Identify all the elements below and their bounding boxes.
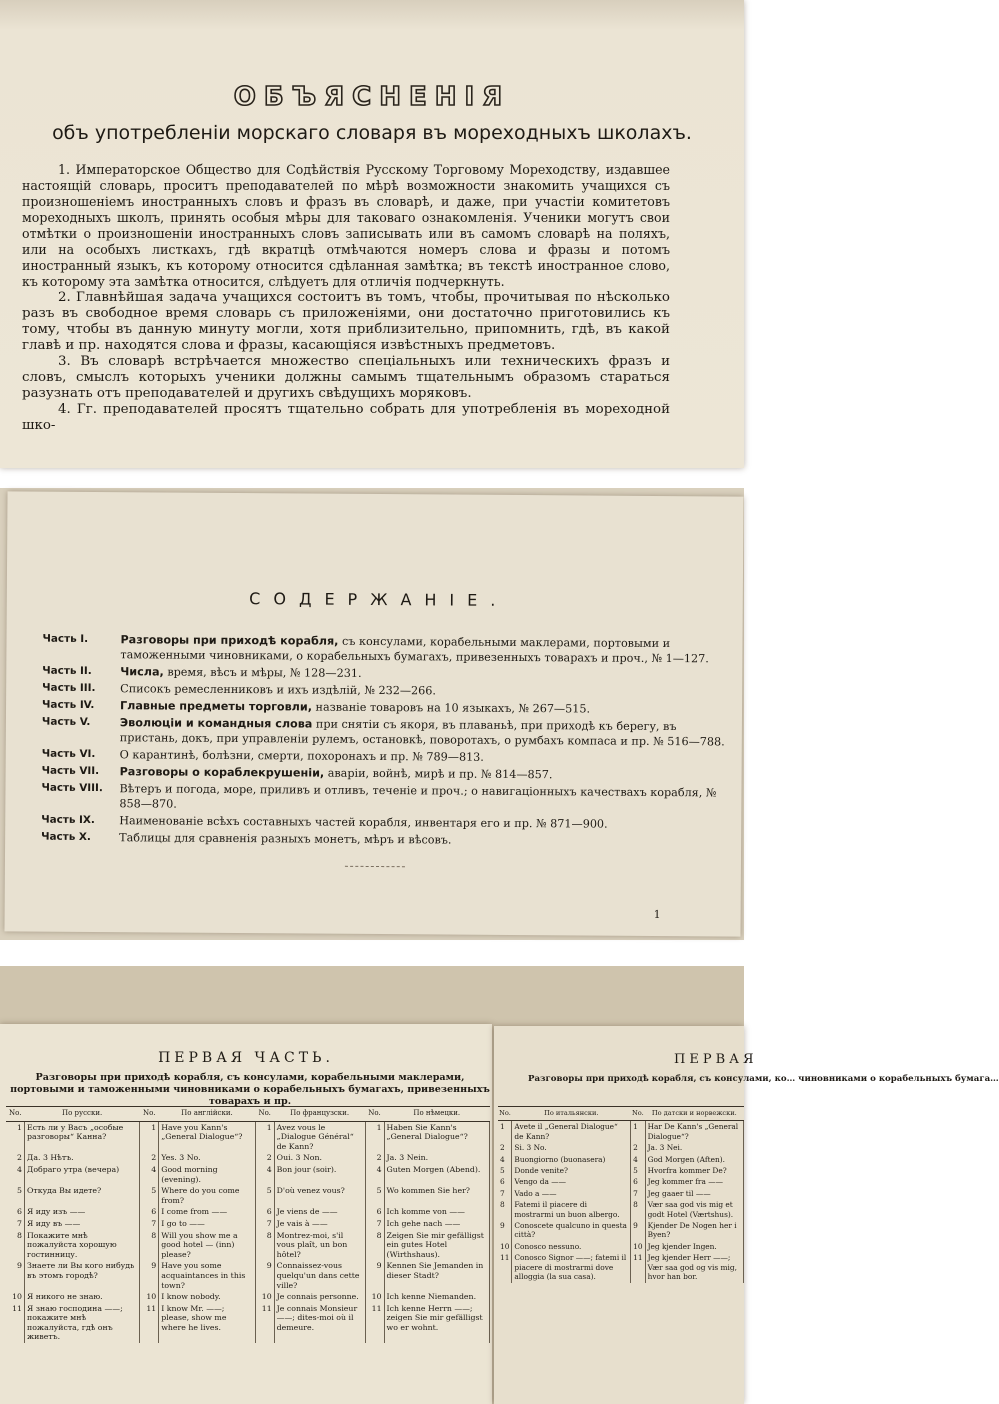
phrase-text: Vær saa god vis mig et godt Hotel (Værtshus). xyxy=(645,1199,743,1220)
phrase-number: 4 xyxy=(255,1164,274,1185)
phrase-number: 5 xyxy=(498,1165,512,1176)
phrase-number: 4 xyxy=(140,1164,159,1185)
toc-entry-text xyxy=(120,681,732,700)
phrase-text: Ich gehe nach —— xyxy=(384,1218,489,1230)
phrase-text: Wo kommen Sie her? xyxy=(384,1185,489,1206)
phrase-text: Vado a —— xyxy=(512,1188,631,1199)
column-header: No. xyxy=(255,1107,274,1122)
column-header: No. xyxy=(498,1107,512,1121)
toc-part-label: Часть V. xyxy=(41,715,91,729)
phrase-text: Покажите мнѣ пожалуйста хорошую гостинницу. xyxy=(25,1230,140,1261)
phrase-number: 7 xyxy=(140,1218,159,1230)
phrase-text: Fatemi il piacere di mostrarmi un buon albergo. xyxy=(512,1199,631,1220)
toc-entry xyxy=(42,715,732,750)
part-title: ПЕРВАЯ ЧАСТЬ. xyxy=(158,1050,334,1066)
phrase-number: 1 xyxy=(631,1121,645,1142)
table-row xyxy=(6,1121,490,1152)
phrase-number: 6 xyxy=(365,1206,384,1218)
toc-entry xyxy=(42,632,732,667)
toc-entry-rest: аваріи, войнѣ, мирѣ и пр. № 814—857. xyxy=(324,766,553,782)
phrase-number: 10 xyxy=(365,1291,384,1303)
table-row xyxy=(6,1260,490,1291)
phrase-text: Я иду изъ —— xyxy=(25,1206,140,1218)
toc-entry-text xyxy=(120,632,732,666)
phrase-text: Ich komme von —— xyxy=(384,1206,489,1218)
table-row xyxy=(498,1142,744,1153)
phrase-text: I come from —— xyxy=(159,1206,255,1218)
toc-part-label: Часть VII. xyxy=(41,764,100,778)
phrase-text: Vengo da —— xyxy=(512,1176,631,1187)
phrase-number: 10 xyxy=(6,1291,25,1303)
phrase-number: 2 xyxy=(255,1152,274,1164)
phrase-text: Ich kenne Niemanden. xyxy=(384,1291,489,1303)
table-row xyxy=(6,1185,490,1206)
table-row xyxy=(498,1165,744,1176)
toc-entry-bold: Разговоры о кораблекрушеніи, xyxy=(119,765,325,780)
column-header: По нѣмецки. xyxy=(384,1107,489,1122)
page-number: 1 xyxy=(653,907,661,922)
phrase-number: 1 xyxy=(140,1121,159,1152)
phrase-number: 4 xyxy=(6,1164,25,1185)
phrase-text: Haben Sie Kann's „General Dialogue“? xyxy=(384,1121,489,1152)
phrase-number: 9 xyxy=(631,1220,645,1241)
table-row xyxy=(498,1241,744,1252)
phrase-number: 2 xyxy=(631,1142,645,1153)
phrase-text: God Morgen (Aften). xyxy=(645,1154,743,1165)
phrase-number: 10 xyxy=(631,1241,645,1252)
phrase-number: 4 xyxy=(365,1164,384,1185)
toc-entry-text xyxy=(120,698,732,717)
paragraph-list xyxy=(22,162,670,434)
phrase-text: Yes. 3 No. xyxy=(159,1152,255,1164)
phrase-number: 6 xyxy=(255,1206,274,1218)
phrase-text: Where do you come from? xyxy=(159,1185,255,1206)
phrase-text: Je connais Monsieur ——; dites-moi où il demeure. xyxy=(274,1303,365,1343)
phrase-number: 1 xyxy=(6,1121,25,1152)
phrase-number: 9 xyxy=(140,1260,159,1291)
phrase-number: 2 xyxy=(365,1152,384,1164)
toc-entry-rest: при снятіи съ якоря, въ плаваньѣ, при приходѣ къ берегу, въ пристань, докъ, при управленіи рулемъ, остановкѣ, поворотахъ, о румбахъ компаса и пр. № 516—788. xyxy=(119,717,725,749)
toc-part-label: Часть IV. xyxy=(42,698,95,712)
phrase-number: 8 xyxy=(498,1199,512,1220)
phrase-text: Я никого не знаю. xyxy=(25,1291,140,1303)
phrase-number: 10 xyxy=(255,1291,274,1303)
phrase-text: Ja. 3 Nein. xyxy=(384,1152,489,1164)
phrase-number: 7 xyxy=(498,1188,512,1199)
phrase-number: 6 xyxy=(631,1176,645,1187)
paragraph-2: 2. Главнѣйшая задача учащихся состоитъ въ томъ, чтобы, прочитывая по нѣсколько разъ въ свободное время словарь съ приложеніями, они достаточно приготовились къ тому, чтобы въ данную минуту могли, хотя приблизительно, припомнить, гдѣ, въ какой главѣ и пр. находятся слова и фразы, касающіяся извѣстныхъ предметовъ. xyxy=(22,290,670,353)
phrase-number: 1 xyxy=(255,1121,274,1152)
explanations-page xyxy=(0,0,744,468)
contents-title: СОДЕРЖАНІЕ. xyxy=(249,589,509,610)
phrase-number: 8 xyxy=(365,1230,384,1261)
phrase-text: Montrez-moi, s'il vous plaît, un bon hôtel? xyxy=(274,1230,365,1261)
phrase-text: I know Mr. ——; please, show me where he lives. xyxy=(159,1303,255,1343)
part-subtitle: Разговоры при приходѣ корабля, съ консулами, ко… чиновниками о корабельныхъ бумага… xyxy=(528,1074,999,1084)
phrase-number: 11 xyxy=(631,1252,645,1282)
part-title: ПЕРВАЯ xyxy=(674,1052,758,1067)
table-row xyxy=(498,1176,744,1187)
phrase-number: 7 xyxy=(255,1218,274,1230)
phrase-text: Avete il „General Dialogue“ de Kann? xyxy=(512,1121,631,1142)
toc-entry xyxy=(41,830,731,850)
toc-entry-text xyxy=(120,715,732,749)
phrase-text: Hvorfra kommer De? xyxy=(645,1165,743,1176)
phrase-text: I know nobody. xyxy=(159,1291,255,1303)
phrase-number: 11 xyxy=(255,1303,274,1343)
table-row xyxy=(498,1121,744,1142)
phrase-number: 5 xyxy=(6,1185,25,1206)
phrase-number: 5 xyxy=(365,1185,384,1206)
toc-entry-text xyxy=(119,781,731,815)
phrase-number: 10 xyxy=(140,1291,159,1303)
phrase-number: 5 xyxy=(631,1165,645,1176)
phrase-table xyxy=(6,1106,490,1343)
column-header: No. xyxy=(140,1107,159,1122)
phrase-text: Connaissez-vous quelqu'un dans cette ville? xyxy=(274,1260,365,1291)
phrase-text: Kennen Sie Jemanden in dieser Stadt? xyxy=(384,1260,489,1291)
phrase-text: Kjender De Nogen her i Byen? xyxy=(645,1220,743,1241)
table-row xyxy=(498,1154,744,1165)
phrase-number: 6 xyxy=(140,1206,159,1218)
phrase-number: 9 xyxy=(255,1260,274,1291)
phrase-number: 4 xyxy=(631,1154,645,1165)
phrase-text: Jeg kjender Ingen. xyxy=(645,1241,743,1252)
phrase-text: Jeg kommer fra —— xyxy=(645,1176,743,1187)
table-row xyxy=(498,1252,744,1282)
column-header: No. xyxy=(631,1107,645,1121)
toc-part-label: Часть X. xyxy=(41,830,91,844)
phrase-number: 1 xyxy=(365,1121,384,1152)
left-page xyxy=(0,1024,492,1404)
phrase-text: Я иду въ —— xyxy=(25,1218,140,1230)
toc-entry-rest: Вѣтеръ и погода, море, приливъ и отливъ, теченіе и проч.; о навигаціонныхъ качествахъ корабля, № 858—870. xyxy=(119,782,717,811)
toc-part-label: Часть II. xyxy=(42,664,92,678)
toc-entry xyxy=(41,781,731,816)
column-header: По французски. xyxy=(274,1107,365,1122)
phrase-text: Conosco nessuno. xyxy=(512,1241,631,1252)
phrase-number: 9 xyxy=(498,1220,512,1241)
table-row xyxy=(6,1206,490,1218)
phrase-number: 2 xyxy=(6,1152,25,1164)
phrase-text: D'où venez vous? xyxy=(274,1185,365,1206)
photo-explanations-page xyxy=(0,0,744,468)
phrase-number: 9 xyxy=(6,1260,25,1291)
photo-first-part-spread xyxy=(0,966,999,1404)
contents-list xyxy=(41,632,732,852)
phrase-text: Jeg kjender Herr ——; Vær saa god og vis mig, hvor han bor. xyxy=(645,1252,743,1282)
phrase-number: 7 xyxy=(631,1188,645,1199)
column-header: По русски. xyxy=(25,1107,140,1122)
phrase-number: 1 xyxy=(498,1121,512,1142)
table-header-row xyxy=(498,1107,744,1121)
toc-part-label: Часть IX. xyxy=(41,813,95,827)
phrase-text: Добраго утра (вечера) xyxy=(25,1164,140,1185)
column-header: No. xyxy=(365,1107,384,1122)
contents-page xyxy=(4,491,743,936)
phrase-number: 8 xyxy=(140,1230,159,1261)
toc-entry-rest: Списокъ ремесленниковъ и ихъ издѣлій, № 232—266. xyxy=(120,682,437,698)
phrase-number: 11 xyxy=(365,1303,384,1343)
photo-contents-page xyxy=(0,488,744,940)
phrase-number: 5 xyxy=(140,1185,159,1206)
phrase-text: I go to —— xyxy=(159,1218,255,1230)
toc-entry-rest: съ консулами, корабельными маклерами, портовыми и таможенными чиновниками, о корабельныхъ бумагахъ, привезенныхъ товарахъ и проч., № 1—127. xyxy=(120,634,709,666)
toc-entry-rest: Наименованіе всѣхъ составныхъ частей корабля, инвентаря его и пр. № 871—900. xyxy=(119,814,608,831)
table-row xyxy=(6,1303,490,1343)
phrase-text: Conosco Signor ——; fatemi il piacere di mostrarmi dove alloggia (la sua casa). xyxy=(512,1252,631,1282)
phrase-text: Знаете ли Вы кого нибудь въ этомъ городѣ? xyxy=(25,1260,140,1291)
phrase-text: Oui. 3 Non. xyxy=(274,1152,365,1164)
phrase-number: 11 xyxy=(498,1252,512,1282)
toc-entry-bold: Эволюціи и командныя слова xyxy=(119,716,313,731)
toc-entry-rest: Таблицы для сравненія разныхъ монетъ, мѣръ и вѣсовъ. xyxy=(119,831,452,847)
toc-entry-text xyxy=(119,830,731,849)
phrase-number: 4 xyxy=(498,1154,512,1165)
phrase-text: Jeg gaaer til —— xyxy=(645,1188,743,1199)
phrase-text: Have you Kann's „General Dialogue“? xyxy=(159,1121,255,1152)
toc-entry-text xyxy=(120,747,732,766)
toc-entry-bold: Главные предметы торговли, xyxy=(120,699,313,714)
phrase-text: Je vais à —— xyxy=(274,1218,365,1230)
part-subtitle: Разговоры при приходѣ корабля, съ консулами, корабельными маклерами, портовыми и таможенными чиновниками о корабельныхъ бумагахъ, привезенныхъ товарахъ и пр. xyxy=(10,1072,490,1107)
table-row xyxy=(498,1199,744,1220)
phrase-table xyxy=(498,1106,744,1283)
phrase-number: 5 xyxy=(255,1185,274,1206)
phrase-number: 11 xyxy=(6,1303,25,1343)
phrase-text: Donde venite? xyxy=(512,1165,631,1176)
column-header: No. xyxy=(6,1107,25,1122)
table-row xyxy=(6,1230,490,1261)
phrase-text: Zeigen Sie mir gefälligst ein gutes Hotel (Wirthshaus). xyxy=(384,1230,489,1261)
phrase-text: Conoscete qualcuno in questa città? xyxy=(512,1220,631,1241)
phrase-text: Откуда Вы идете? xyxy=(25,1185,140,1206)
phrase-text: Have you some acquaintances in this town? xyxy=(159,1260,255,1291)
phrase-text: Guten Morgen (Abend). xyxy=(384,1164,489,1185)
phrase-number: 8 xyxy=(6,1230,25,1261)
page-subtitle: объ употребленіи морскаго словаря въ мореходныхъ школахъ. xyxy=(52,122,692,144)
table-row xyxy=(498,1188,744,1199)
phrase-text: Si. 3 No. xyxy=(512,1142,631,1153)
phrase-text: Je viens de —— xyxy=(274,1206,365,1218)
phrase-number: 2 xyxy=(140,1152,159,1164)
phrase-text: Je connais personne. xyxy=(274,1291,365,1303)
phrase-number: 6 xyxy=(6,1206,25,1218)
paragraph-3: 3. Въ словарѣ встрѣчается множество спеціальныхъ или техническихъ фразъ и словъ, смыслъ которыхъ ученики должны самымъ тщательнымъ образомъ стараться разузнать отъ преподавателей и другихъ свѣдущихъ моряковъ. xyxy=(22,354,670,401)
table-header-row xyxy=(6,1107,490,1122)
paragraph-4: 4. Гг. преподавателей просятъ тщательно собрать для употребленія въ мореходной шко- xyxy=(22,402,670,433)
phrase-text: Ich kenne Herrn ——; zeigen Sie mir gefälligst wo er wohnt. xyxy=(384,1303,489,1343)
phrase-number: 8 xyxy=(255,1230,274,1261)
phrase-text: Buongiorno (buonasera) xyxy=(512,1154,631,1165)
phrase-text: Я знаю господина ——; покажите мнѣ пожалуйста, гдѣ онъ живетъ. xyxy=(25,1303,140,1343)
toc-entry-text xyxy=(120,664,732,683)
toc-part-label: Часть III. xyxy=(42,681,96,695)
toc-entry-text xyxy=(120,764,732,783)
column-header: По англійски. xyxy=(159,1107,255,1122)
phrase-number: 9 xyxy=(365,1260,384,1291)
table-row xyxy=(498,1220,744,1241)
phrase-number: 6 xyxy=(498,1176,512,1187)
toc-entry-rest: названіе товаровъ на 10 языкахъ, № 267—515. xyxy=(311,700,591,716)
phrase-text: Bon jour (soir). xyxy=(274,1164,365,1185)
phrase-text: Har De Kann's „General Dialogue“? xyxy=(645,1121,743,1142)
phrase-number: 10 xyxy=(498,1241,512,1252)
toc-entry-rest: О карантинѣ, болѣзни, смерти, похоронахъ и пр. № 789—813. xyxy=(119,748,484,764)
phrase-number: 8 xyxy=(631,1199,645,1220)
phrase-text: Да. 3 Нѣтъ. xyxy=(25,1152,140,1164)
toc-part-label: Часть VIII. xyxy=(41,781,103,795)
column-header: По итальянски. xyxy=(512,1107,631,1121)
phrase-number: 7 xyxy=(6,1218,25,1230)
phrase-text: Will you show me a good hotel — (inn) please? xyxy=(159,1230,255,1261)
phrase-text: Avez vous le „Dialogue Général“ de Kann? xyxy=(274,1121,365,1152)
paragraph-1: 1. Императорское Общество для Содѣйствія Русскому Торговому Мореходству, издавшее настоящій словарь, проситъ преподавателей по мѣрѣ возможности знакомить учащихся съ произношеніемъ иностранныхъ словъ и фразъ въ словарѣ, и даже, при участіи комитетовъ мореходныхъ школъ, принять особыя мѣры для таковаго ознакомленія. Ученики могутъ свои отмѣтки о произношеніи иностранныхъ словъ записывать или въ самомъ словарѣ на поляхъ, или на особыхъ листкахъ, гдѣ вкратцѣ отмѣчаются номеръ слова и фразы и потомъ иностранный языкъ, къ которому относится сдѣланная замѣтка; въ текстѣ иностранное слово, къ которому эта замѣтка относится, слѣдуетъ для отличія подчеркнуть. xyxy=(22,162,670,289)
phrase-number: 2 xyxy=(498,1142,512,1153)
table-row xyxy=(6,1291,490,1303)
table-row xyxy=(6,1218,490,1230)
phrase-text: Good morning (evening). xyxy=(159,1164,255,1185)
toc-entry-bold: Числа, xyxy=(120,665,164,679)
decorative-divider xyxy=(345,866,405,867)
phrase-number: 11 xyxy=(140,1303,159,1343)
toc-entry-bold: Разговоры при приходѣ корабля, xyxy=(120,633,339,648)
toc-part-label: Часть VI. xyxy=(41,747,96,761)
toc-entry-rest: время, вѣсъ и мѣры, № 128—231. xyxy=(163,665,362,680)
toc-part-label: Часть I. xyxy=(42,632,89,646)
table-row xyxy=(6,1152,490,1164)
toc-entry-text xyxy=(119,813,731,832)
right-page xyxy=(494,1026,999,1404)
column-header: По датски и норвежски. xyxy=(645,1107,743,1121)
phrase-text: Есть ли у Васъ „особые разговоры“ Канна? xyxy=(25,1121,140,1152)
phrase-number: 7 xyxy=(365,1218,384,1230)
table-row xyxy=(6,1164,490,1185)
page-title: ОБЪЯСНЕНІЯ xyxy=(233,82,511,112)
phrase-text: Ja. 3 Nei. xyxy=(645,1142,743,1153)
